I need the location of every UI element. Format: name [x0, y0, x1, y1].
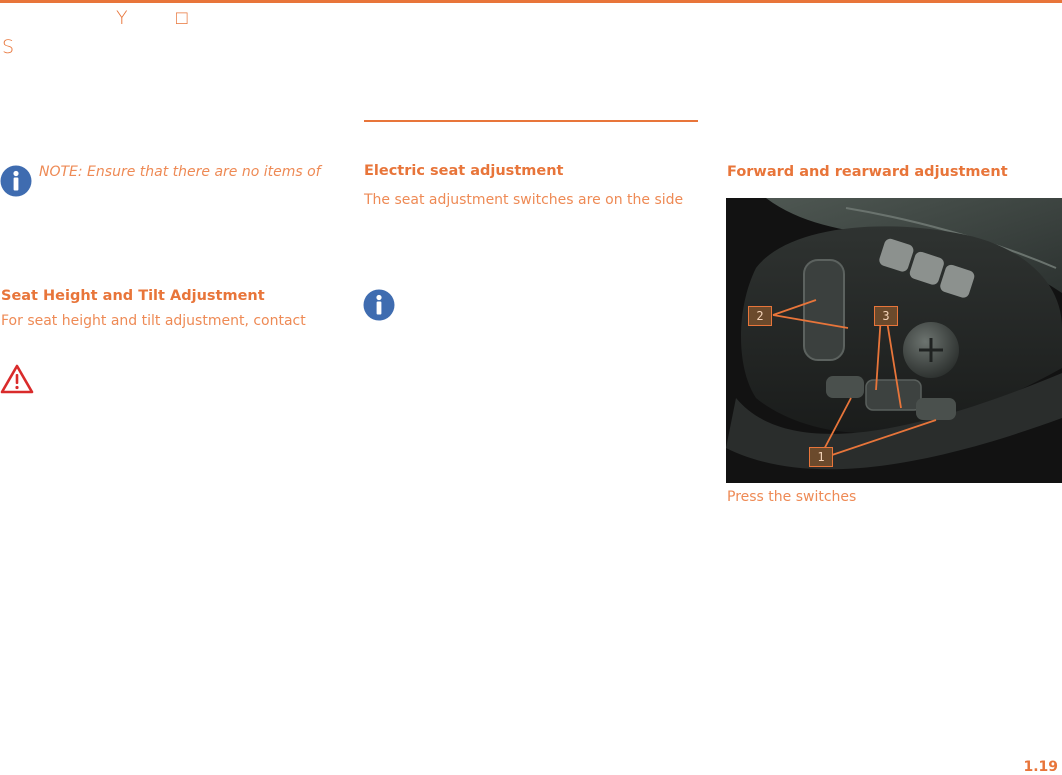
note-text: NOTE: Ensure that there are no items of	[39, 164, 321, 180]
top-rule	[0, 0, 1062, 3]
seat-height-text: For seat height and tilt adjustment, contact	[1, 313, 306, 329]
warning-triangle-icon	[0, 364, 34, 394]
electric-seat-heading: Electric seat adjustment	[364, 163, 564, 179]
header-glyph-3: S	[2, 36, 15, 58]
header-glyph-1: Y	[116, 7, 128, 29]
callout-2: 2	[748, 306, 772, 326]
callout-3: 3	[874, 306, 898, 326]
header-glyph-2: □	[176, 7, 188, 29]
callout-1: 1	[809, 447, 833, 467]
forward-rearward-heading: Forward and rearward adjustment	[727, 164, 1008, 180]
info-icon	[363, 289, 395, 321]
column-divider	[364, 120, 698, 122]
page-number: 1.19	[1023, 759, 1058, 775]
electric-seat-text: The seat adjustment switches are on the side	[364, 192, 684, 208]
seat-height-heading: Seat Height and Tilt Adjustment	[1, 288, 265, 304]
figure-caption: Press the switches	[727, 489, 857, 505]
seat-switches-photo	[726, 198, 1062, 483]
info-icon	[0, 165, 32, 197]
